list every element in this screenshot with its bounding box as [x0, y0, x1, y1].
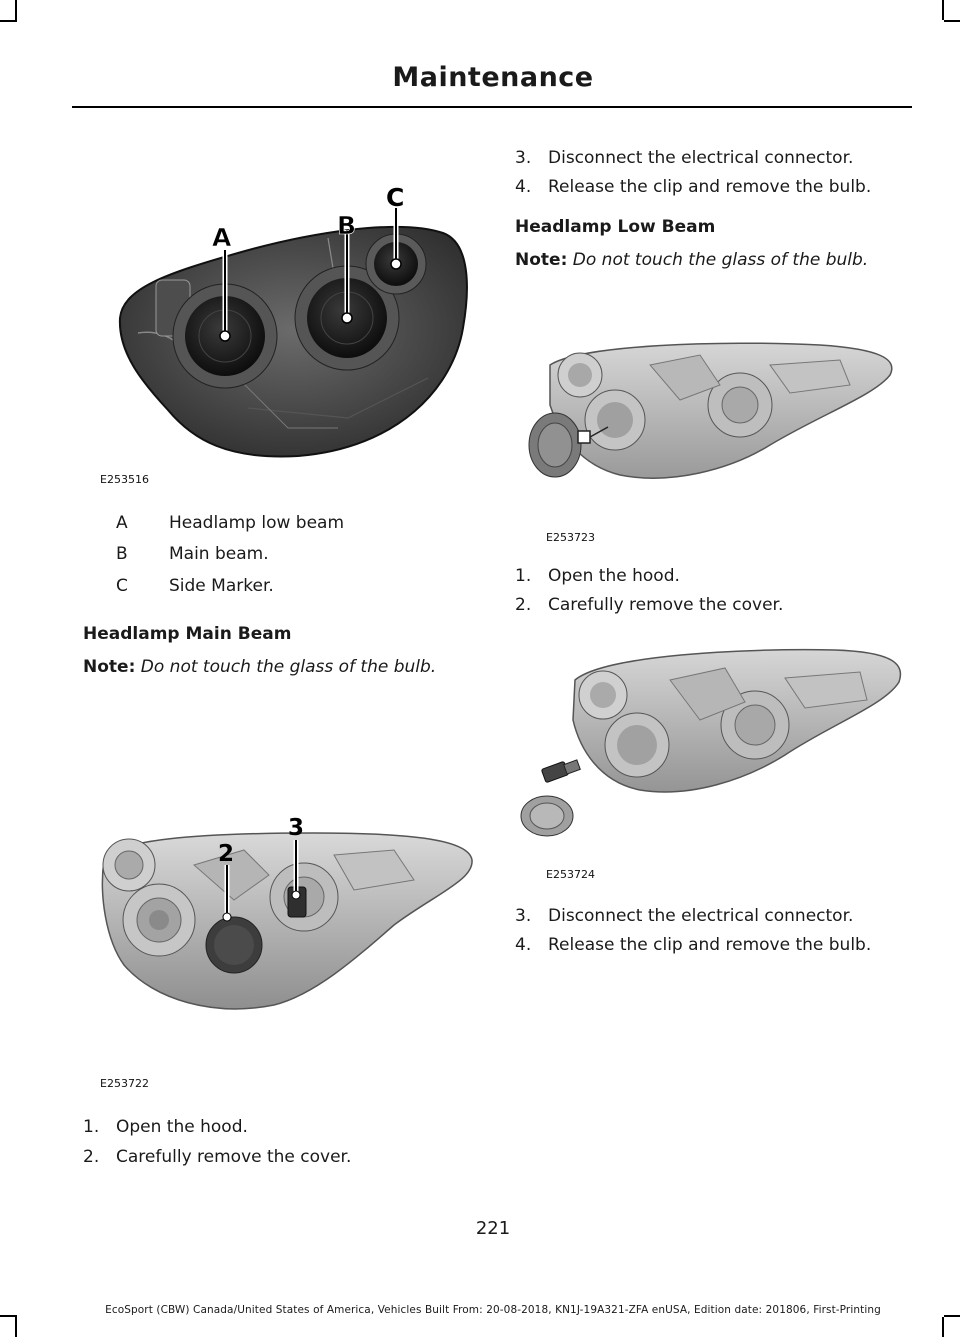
low-beam-bulb-figure	[515, 640, 905, 840]
crop-mark	[944, 20, 960, 22]
legend-text: Headlamp low beam	[169, 513, 345, 533]
low-beam-cover-figure	[520, 335, 900, 495]
legend-key: B	[116, 544, 128, 564]
callout-3: 3	[288, 815, 305, 841]
crop-mark	[942, 0, 944, 20]
note-text: Do not touch the glass of the bulb.	[140, 657, 437, 677]
note	[515, 250, 868, 270]
crop-mark	[0, 20, 17, 22]
header-rule	[72, 106, 912, 108]
figure-code: E253724	[546, 868, 595, 881]
legend-text: Main beam.	[169, 544, 269, 564]
note-label: Note:	[515, 250, 568, 270]
page-title: Maintenance	[392, 62, 594, 93]
figure-code: E253516	[100, 473, 149, 486]
legend-key: A	[116, 513, 128, 533]
figure-code: E253723	[546, 531, 595, 544]
note-text: Do not touch the glass of the bulb.	[572, 250, 869, 270]
legend-key: C	[116, 576, 128, 596]
note-label: Note:	[83, 657, 136, 677]
figure-code: E253722	[100, 1077, 149, 1090]
callout-b: B	[337, 211, 357, 240]
section-heading: Headlamp Main Beam	[83, 624, 292, 644]
callout-a: A	[212, 223, 232, 252]
main-beam-figure	[94, 805, 479, 1035]
crop-mark	[942, 1317, 944, 1337]
note	[83, 657, 436, 677]
callout-2: 2	[218, 841, 235, 867]
section-heading: Headlamp Low Beam	[515, 217, 716, 237]
crop-mark	[15, 0, 17, 20]
footer: EcoSport (CBW) Canada/United States of America, Vehicles Built From: 20-08-2018, KN1J-19A321-ZFA enUSA, Edition date: 201806, First-Printing	[105, 1304, 881, 1316]
legend-text: Side Marker.	[169, 576, 274, 596]
callout-c: C	[386, 183, 405, 212]
page-number: 221	[475, 1218, 511, 1239]
crop-mark	[15, 1317, 17, 1337]
headlamp-rear-figure	[98, 178, 478, 458]
